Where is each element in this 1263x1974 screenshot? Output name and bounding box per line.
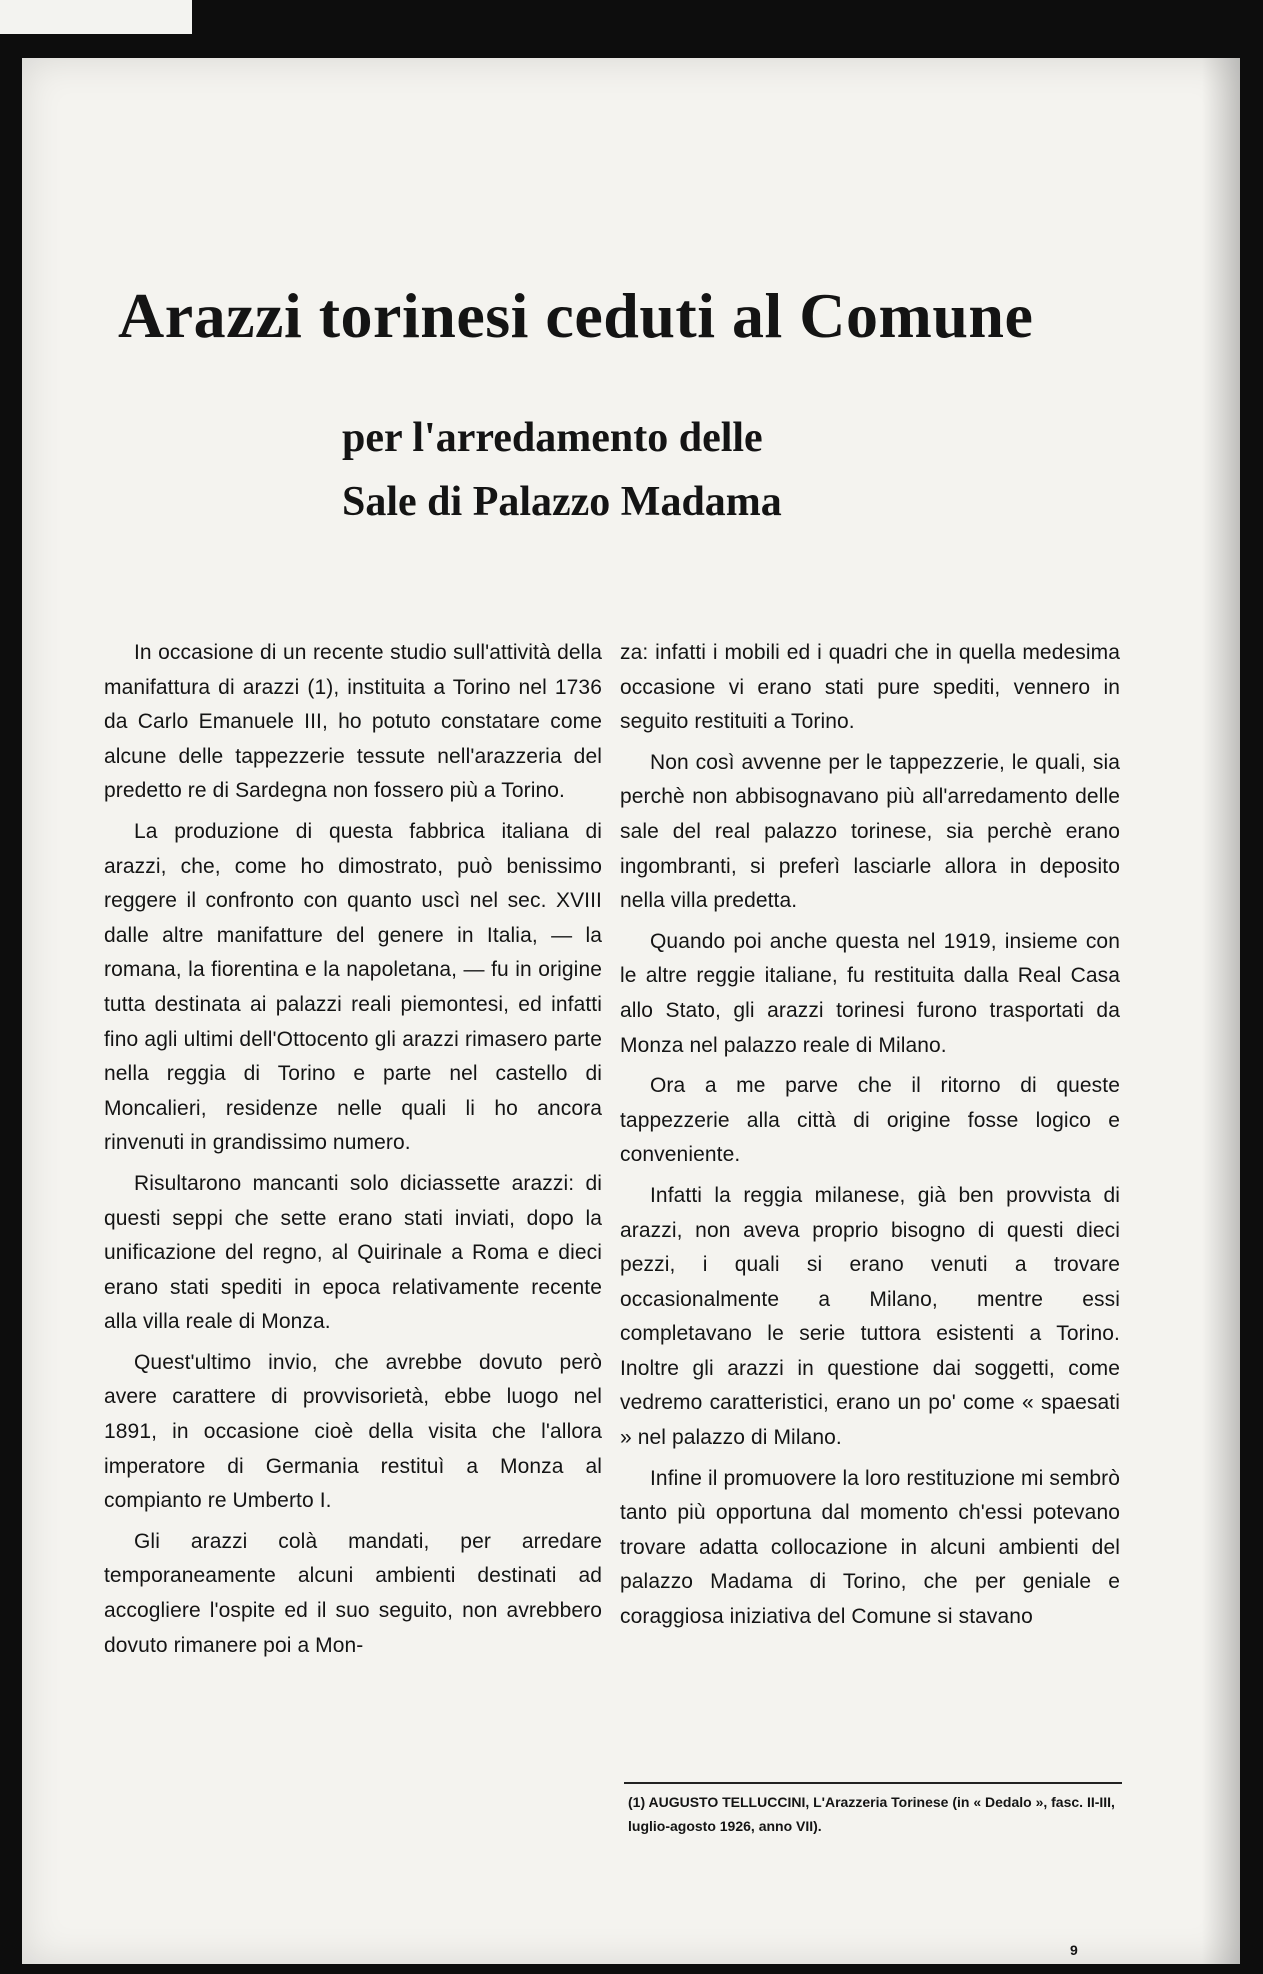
paragraph: Quando poi anche questa nel 1919, insieme con le altre reggie italiane, fu restituita dalla Real Casa allo Stato, gli arazzi torinesi furono trasportati da Monza nel palazzo reale di Milano. <box>620 929 1120 1057</box>
footnote: (1) AUGUSTO TELLUCCINI, L'Arazzeria Torinese (in « Dedalo », fasc. II-III, luglio-agosto 1926, anno VII). <box>628 1794 1115 1834</box>
left-text-column <box>104 636 602 1669</box>
article-title: Arazzi torinesi ceduti al Comune <box>118 280 1034 351</box>
page-number: 9 <box>1070 1942 1078 1958</box>
paragraph: Gli arazzi colà mandati, per arredare temporaneamente alcuni ambienti destinati ad accogliere l'ospite ed il suo seguito, non avrebbero dovuto rimanere poi a Mon- <box>104 1529 602 1657</box>
article-subtitle-line-2: Sale di Palazzo Madama <box>342 479 782 525</box>
page-edge-shadow <box>1202 58 1240 1964</box>
paragraph: La produzione di questa fabbrica italiana di arazzi, che, come ho dimostrato, può benissimo reggere il confronto con quanto uscì nel sec. XVIII dalle altre manifatture del genere in Italia, — la romana, la fiorentina e la napoletana, — fu in origine tutta destinata ai palazzi reali piemontesi, ed infatti fino agli ultimi dell'Ottocento gli arazzi rimasero parte nella reggia di Torino e parte nel castello di Moncalieri, residenze nelle quali li ho ancora rinvenuti in grandissimo numero. <box>104 819 602 1155</box>
scan-label <box>0 0 192 34</box>
paragraph: za: infatti i mobili ed i quadri che in quella medesima occasione vi erano stati pure spediti, vennero in seguito restituiti a Torino. <box>620 641 1120 734</box>
paragraph: Infine il promuovere la loro restituzione mi sembrò tanto più opportuna dal momento ch'essi potevano trovare adatta collocazione in alcuni ambienti del palazzo Madama di Torino, che per geniale e coraggiosa iniziativa del Comune si stavano <box>620 1466 1120 1629</box>
paragraph: Non così avvenne per le tappezzerie, le quali, sia perchè non abbisognavano più all'arredamento delle sale del real palazzo torinese, sia perchè erano ingombranti, si preferì lasciarle allora in deposito nella villa predetta. <box>620 750 1120 913</box>
paragraph: Infatti la reggia milanese, già ben provvista di arazzi, non aveva proprio bisogno di questi dieci pezzi, i quali si erano venuti a trovare occasionalmente a Milano, mentre essi completavano le serie tuttora esistenti a Torino. Inoltre gli arazzi in questione dai soggetti, come vedremo caratteristici, erano un po' come « spaesati » nel palazzo di Milano. <box>620 1183 1120 1450</box>
article-subtitle-line-1: per l'arredamento delle <box>342 415 763 461</box>
paragraph: Quest'ultimo invio, che avrebbe dovuto però avere carattere di provvisorietà, ebbe luogo nel 1891, in occasione cioè della visita che l'allora imperatore di Germania restituì a Monza al compianto re Umberto I. <box>104 1350 602 1513</box>
footnote-divider <box>624 1782 1122 1784</box>
paragraph: Risultarono mancanti solo diciassette arazzi: di questi seppi che sette erano stati inviati, dopo la unificazione del regno, al Quirinale a Roma e dieci erano stati spediti in epoca relativamente recente alla villa reale di Monza. <box>104 1171 602 1334</box>
right-text-column <box>620 636 1120 1641</box>
document-page <box>22 58 1240 1964</box>
paragraph: In occasione di un recente studio sull'attività della manifattura di arazzi (1), instituita a Torino nel 1736 da Carlo Emanuele III, ho potuto constatare come alcune delle tappezzerie tessute nell'arazzeria del predetto re di Sardegna non fossero più a Torino. <box>104 641 602 803</box>
paragraph: Ora a me parve che il ritorno di queste tappezzerie alla città di origine fosse logico e conveniente. <box>620 1074 1120 1167</box>
